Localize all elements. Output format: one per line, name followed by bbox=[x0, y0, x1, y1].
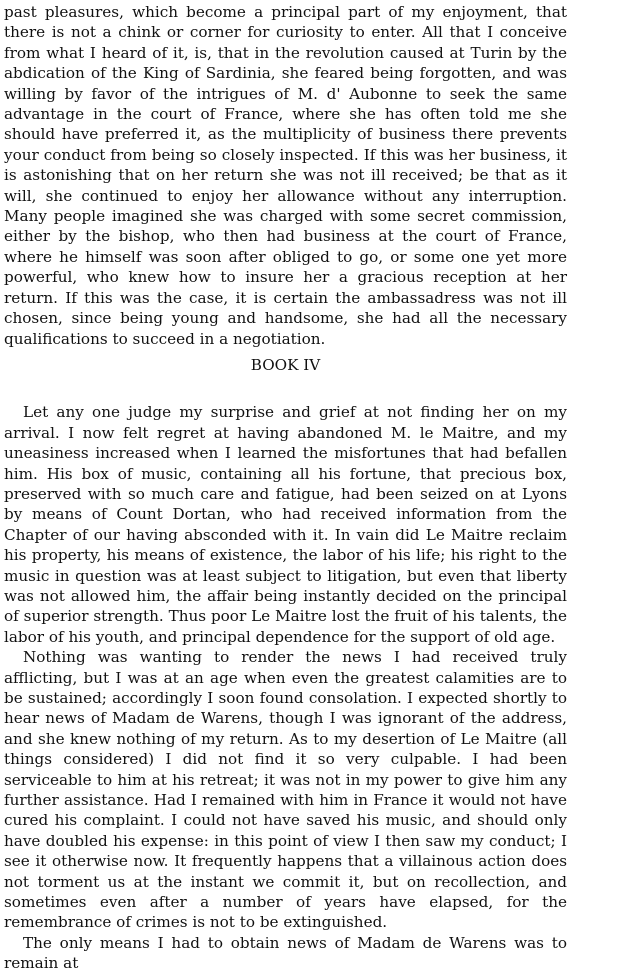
paragraph-2: Nothing was wanting to render the news I had received truly afflicting, but I was at an age when even the greatest calamities are to be sustained; accordingly I soon found consolation. I expected shortly to hear news of Madam de Warens, though I was ignorant of the address, and she knew nothing of my return. As to my desertion of Le Maitre (all things considered) I did not find it so very culpable. I had been serviceable to him at his retreat; it was not in my power to give him any further assistance. Had I remained with him in France it would not have cured his complaint. I could not have saved his music, and should only have doubled his expense: in this point of view I then saw my conduct; I see it otherwise now. It frequently happens that a villainous action does not torment us at the instant we commit it, but on recollection, and sometimes even after a number of years have elapsed, for the remembrance of crimes is not to be extinguished. bbox=[4, 648, 567, 932]
paragraph-3: The only means I had to obtain news of Madam de Warens was to remain at bbox=[4, 933, 567, 973]
paragraph-continuation: past pleasures, which become a principal part of my enjoyment, that there is not a chink or corner for curiosity to enter. All that I conceive from what I heard of it, is, that in the revolution caused at Turin by the abdication of the King of Sardinia, she feared being forgotten, and was willing by favor of the intrigues of M. d' Aubonne to seek the same advantage in the court of France, where she has often told me she should have preferred it, as the multiplicity of business there prevents your conduct from being so closely inspected. If this was her business, it is astonishing that on her return she was not ill received; be that as it will, she continued to enjoy her allowance without any interruption. Many people imagined she was charged with some secret commission, either by the bishop, who then had business at the court of France, where he himself was soon after obliged to go, or some one yet more powerful, who knew how to insure her a gracious reception at her return. If this was the case, it is certain the ambassadress was not ill chosen, since being young and handsome, she had all the necessary qualifications to succeed in a negotiation. bbox=[4, 3, 567, 348]
chapter-heading: BOOK IV bbox=[250, 355, 321, 374]
paragraph-1: Let any one judge my surprise and grief at not finding her on my arrival. I now felt regret at having abandoned M. le Maitre, and my uneasiness increased when I learned the misfortunes that had befallen him. His box of music, containing all his fortune, that precious box, preserved with so much care and fatigue, had been seized on at Lyons by means of Count Dortan, who had received information from the Chapter of our having absconded with it. In vain did Le Maitre reclaim his property, his means of existence, the labor of his life; his right to the music in question was at least subject to litigation, but even that liberty was not allowed him, the affair being instantly decided on the principal of superior strength. Thus poor Le Maitre lost the fruit of his talents, the labor of his youth, and principal dependence for the support of old age. bbox=[4, 403, 567, 646]
book-page bbox=[4, 2, 567, 974]
